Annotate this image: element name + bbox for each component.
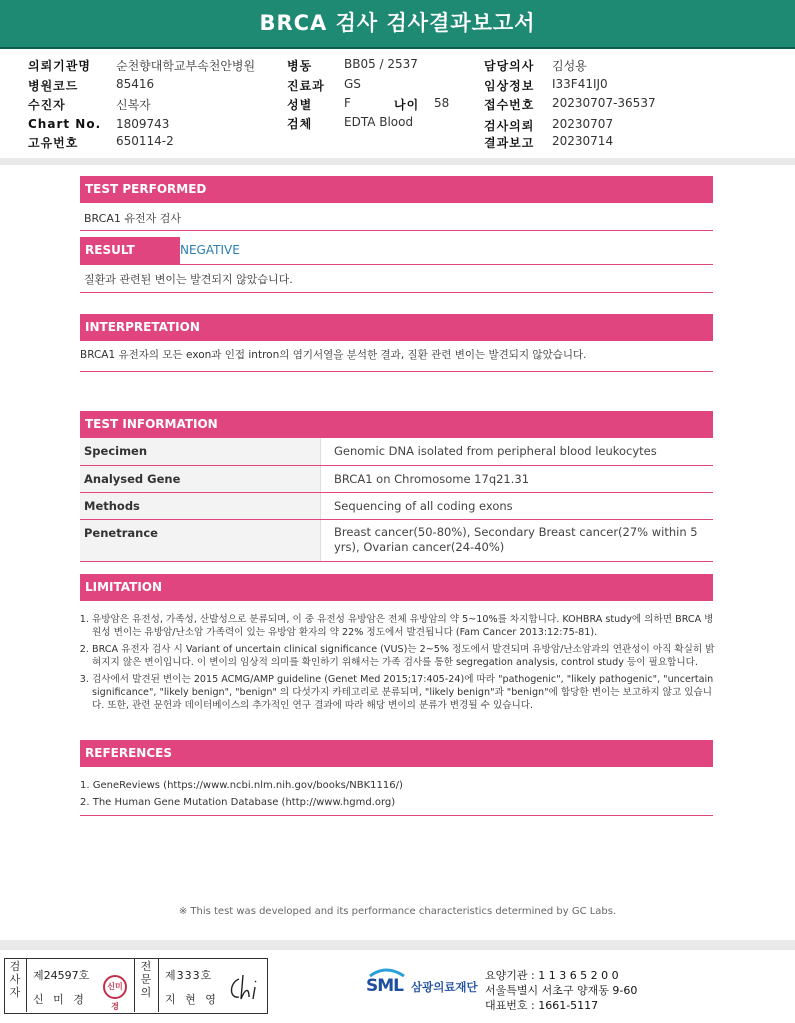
limitation-item: 2. BRCA 유전자 검사 시 Variant of uncertain clinical significance (VUS)는 2~5% 정도에서 발견되며 유방암/난소암과의 연관성이 아직 확실히 밝혀지지 않은 변이입니다. 이 변이의 임상적 의미를 확인하기 위해서는 가족 검사를 통한 segregation analysis, control study 등이 필요합니다. bbox=[92, 643, 715, 669]
header-divider bbox=[0, 158, 795, 165]
request-date-label: 검사의뢰 bbox=[484, 119, 535, 133]
org-name: 삼광의료재단 bbox=[411, 980, 478, 994]
examiner-license: 제24597호 bbox=[33, 969, 90, 982]
institution-value: 순천향대학교부속천안병원 bbox=[116, 59, 256, 73]
receipt-no-value: 20230707-36537 bbox=[552, 96, 656, 110]
info-value: BRCA1 on Chromosome 17q21.31 bbox=[321, 465, 714, 492]
result-value: NEGATIVE bbox=[180, 237, 713, 264]
chart-no-value: 1809743 bbox=[116, 117, 170, 131]
doctor-label: 담당의사 bbox=[484, 59, 535, 73]
limitation-list bbox=[80, 613, 715, 716]
sex-value: F bbox=[344, 96, 351, 110]
org-address: 서울특별시 서초구 양재동 9-60 bbox=[485, 984, 638, 997]
table-row bbox=[80, 465, 713, 492]
signature-box bbox=[4, 958, 268, 1014]
clinical-info-label: 임상정보 bbox=[484, 79, 535, 93]
sml-logo bbox=[366, 966, 478, 1008]
test-performed-heading: TEST PERFORMED bbox=[80, 176, 713, 203]
org-phone: 대표번호 : 1661-5117 bbox=[485, 999, 599, 1012]
test-information-table bbox=[80, 438, 713, 562]
info-key: Specimen bbox=[80, 438, 321, 465]
divider bbox=[80, 230, 713, 231]
sex-label: 성별 bbox=[287, 98, 313, 112]
examiner-stamp: 신미경 bbox=[103, 975, 127, 999]
signature-scribble bbox=[225, 969, 263, 1005]
org-code: 요양기관 : 1 1 3 6 5 2 0 0 bbox=[485, 969, 619, 982]
hospital-code-value: 85416 bbox=[116, 77, 155, 91]
specialist-label: 전문의 bbox=[140, 960, 152, 999]
ward-value: BB05 / 2537 bbox=[344, 57, 418, 71]
request-date-value: 20230707 bbox=[552, 117, 614, 131]
unique-no-label: 고유번호 bbox=[28, 136, 79, 150]
result-heading bbox=[80, 237, 713, 264]
examiner-cell bbox=[27, 959, 135, 1012]
info-value: Breast cancer(50-80%), Secondary Breast cancer(27% within 5 yrs), Ovarian cancer(24-40%) bbox=[321, 519, 714, 561]
examiner-label-cell bbox=[5, 959, 27, 1012]
unique-no-value: 650114-2 bbox=[116, 134, 174, 148]
divider bbox=[80, 371, 713, 372]
specialist-label-cell bbox=[135, 959, 159, 1012]
info-value: Sequencing of all coding exons bbox=[321, 492, 714, 519]
clinical-info-value: I33F41IJ0 bbox=[552, 77, 608, 91]
divider bbox=[80, 292, 713, 293]
examiner-name: 신 미 경 bbox=[33, 993, 87, 1006]
references-heading: REFERENCES bbox=[80, 740, 713, 767]
logo-text: SML bbox=[366, 976, 403, 996]
patient-label: 수진자 bbox=[28, 98, 66, 112]
info-key: Penetrance bbox=[80, 519, 321, 561]
report-date-value: 20230714 bbox=[552, 134, 614, 148]
test-information-heading: TEST INFORMATION bbox=[80, 411, 713, 438]
info-key: Analysed Gene bbox=[80, 465, 321, 492]
table-row bbox=[80, 519, 713, 561]
interpretation-text: BRCA1 유전자의 모든 exon과 인접 intron의 염기서열을 분석한 결과, 질환 관련 변이는 발견되지 않았습니다. bbox=[80, 349, 587, 361]
footnote: ※ This test was developed and its performance characteristics determined by GC Labs. bbox=[178, 906, 617, 917]
specimen-type-value: EDTA Blood bbox=[344, 115, 414, 129]
footer-divider bbox=[0, 940, 795, 950]
ward-label: 병동 bbox=[287, 59, 313, 73]
specialist-name: 지 현 영 bbox=[165, 993, 219, 1006]
department-value: GS bbox=[344, 77, 361, 91]
age-value: 58 bbox=[434, 96, 450, 110]
table-row bbox=[80, 492, 713, 519]
limitation-item: 1. 유방암은 유전성, 가족성, 산발성으로 분류되며, 이 중 유전성 유방암은 전체 유방암의 약 5~10%를 차지합니다. KOHBRA study에 의하면 BRCA 병원성 변이는 유방암/난소암 가족력이 있는 유방암 환자의 약 22% 정도에서 발견됩니다 (Fam Cancer 2013:12:75-81). bbox=[92, 613, 715, 639]
specialist-license: 제333호 bbox=[165, 969, 213, 982]
info-value: Genomic DNA isolated from peripheral blood leukocytes bbox=[321, 438, 714, 465]
department-label: 진료과 bbox=[287, 79, 325, 93]
age-label: 나이 bbox=[394, 98, 420, 112]
info-key: Methods bbox=[80, 492, 321, 519]
test-performed-value: BRCA1 유전자 검사 bbox=[84, 212, 181, 225]
result-note: 질환과 관련된 변이는 발견되지 않았습니다. bbox=[84, 273, 293, 286]
receipt-no-label: 접수번호 bbox=[484, 98, 535, 112]
doctor-value: 김성용 bbox=[552, 59, 587, 73]
hospital-code-label: 병원코드 bbox=[28, 79, 79, 93]
interpretation-heading: INTERPRETATION bbox=[80, 314, 713, 341]
divider bbox=[80, 264, 713, 265]
patient-value: 신복자 bbox=[116, 98, 151, 112]
examiner-label: 검사자 bbox=[9, 960, 21, 999]
institution-label: 의뢰기관명 bbox=[28, 59, 91, 73]
table-row bbox=[80, 438, 713, 465]
reference-item: 1. GeneReviews (https://www.ncbi.nlm.nih.gov/books/NBK1116/) bbox=[80, 780, 403, 791]
limitation-item: 3. 검사에서 발견된 변이는 2015 ACMG/AMP guideline (Genet Med 2015;17:405-24)에 따라 "pathogenic", "likely pathogenic", "uncertain significance", "likely benign", "benign" 의 다섯가지 카테고리로 분류되며, "likely benign"과 "benign"에 합당한 변이는 보고하지 않고 있습니다. 또한, 관련 문헌과 데이터베이스의 추가적인 연구 결과에 따라 해당 변이의 분류가 변경될 수 있습니다. bbox=[92, 673, 715, 712]
report-date-label: 결과보고 bbox=[484, 136, 535, 150]
limitation-heading: LIMITATION bbox=[80, 574, 713, 601]
chart-no-label: Chart No. bbox=[28, 117, 102, 131]
result-heading-label: RESULT bbox=[85, 243, 135, 257]
specimen-type-label: 검체 bbox=[287, 117, 313, 131]
report-title: BRCA 검사 검사결과보고서 bbox=[0, 0, 795, 49]
reference-item: 2. The Human Gene Mutation Database (http://www.hgmd.org) bbox=[80, 797, 396, 808]
divider bbox=[80, 815, 713, 816]
